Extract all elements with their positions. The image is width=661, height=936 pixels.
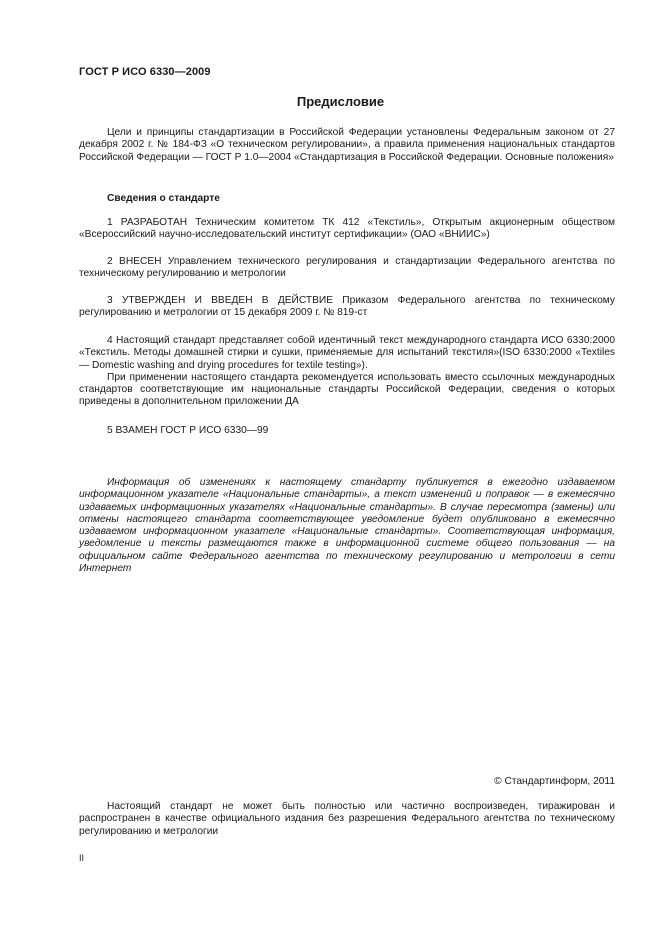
document-header-id: ГОСТ Р ИСО 6330—2009 [79, 66, 211, 78]
page-title: Предисловие [296, 94, 385, 109]
intro-text: Цели и принципы стандартизации в Российской Федерации установлены Федеральным законом от 27 декабря 2002 г. № 184-ФЗ «О техническом регулировании», а правила применения национальных стандартов Российской Федерации — ГОСТ Р 1.0—2004 «Стандартизация в Российской Федерации. Основные положения» [79, 127, 615, 163]
item-3-text: 3 УТВЕРЖДЕН И ВВЕДЕН В ДЕЙСТВИЕ Приказом Федерального агентства по техническому регулированию и метрологии от 15 декабря 2009 г. № 819-ст [79, 295, 615, 319]
item-5-text: 5 ВЗАМЕН ГОСТ Р ИСО 6330—99 [107, 425, 269, 436]
info-notice [79, 477, 615, 575]
item-4-note: При применении настоящего стандарта рекомендуется использовать вместо ссылочных международных стандартов соответствующие им национальные стандарты Российской Федерации, сведения о которых приведены в дополнительном приложении ДА [79, 371, 615, 408]
copyright: © Стандартинформ, 2011 [494, 776, 615, 787]
reproduction-notice-text: Настоящий стандарт не может быть полностью или частично воспроизведен, тиражирован и распространен в качестве официального издания без разрешения Федерального агентства по техническому регулированию и метрологии [79, 801, 615, 837]
item-2-text: 2 ВНЕСЕН Управлением технического регулирования и стандартизации Федерального агентства по техническому регулированию и метрологии [79, 256, 615, 280]
item-4-text: 4 Настоящий стандарт представляет собой идентичный текст международного стандарта ИСО 6330:2000 «Текстиль. Методы домашней стирки и сушки, применяемые для испытаний текстиля»(ISO 6330:2000 «Textiles — Domestic washing and drying procedures for textile testing»). [79, 335, 615, 371]
intro-paragraph [79, 127, 615, 164]
standard-info-heading: Сведения о стандарте [107, 193, 220, 204]
reproduction-notice [79, 801, 615, 838]
item-4 [79, 335, 615, 409]
item-3 [79, 295, 615, 320]
page-number: II [79, 853, 85, 863]
item-1-text: 1 РАЗРАБОТАН Техническим комитетом ТК 412 «Текстиль», Открытым акционерным обществом «Всероссийский научно-исследовательский институт сертификации» (ОАО «ВНИИС») [79, 217, 615, 241]
item-1 [79, 217, 615, 242]
item-2 [79, 256, 615, 281]
item-5 [79, 425, 615, 437]
info-notice-text: Информация об изменениях к настоящему стандарту публикуется в ежегодно издаваемом информационном указателе «Национальные стандарты», а текст изменений и поправок — в ежемесячно издаваемых информационных указателях «Национальные стандарты». В случае пересмотра (замены) или отмены настоящего стандарта соответствующее уведомление будет опубликовано в ежемесячно издаваемом информационном указателе «Национальные стандарты». Соответствующая информация, уведомление и тексты размещаются также в информационной системе общего пользования — на официальном сайте Федерального агентства по техническому регулированию и метрологии в сети Интернет [79, 477, 615, 575]
